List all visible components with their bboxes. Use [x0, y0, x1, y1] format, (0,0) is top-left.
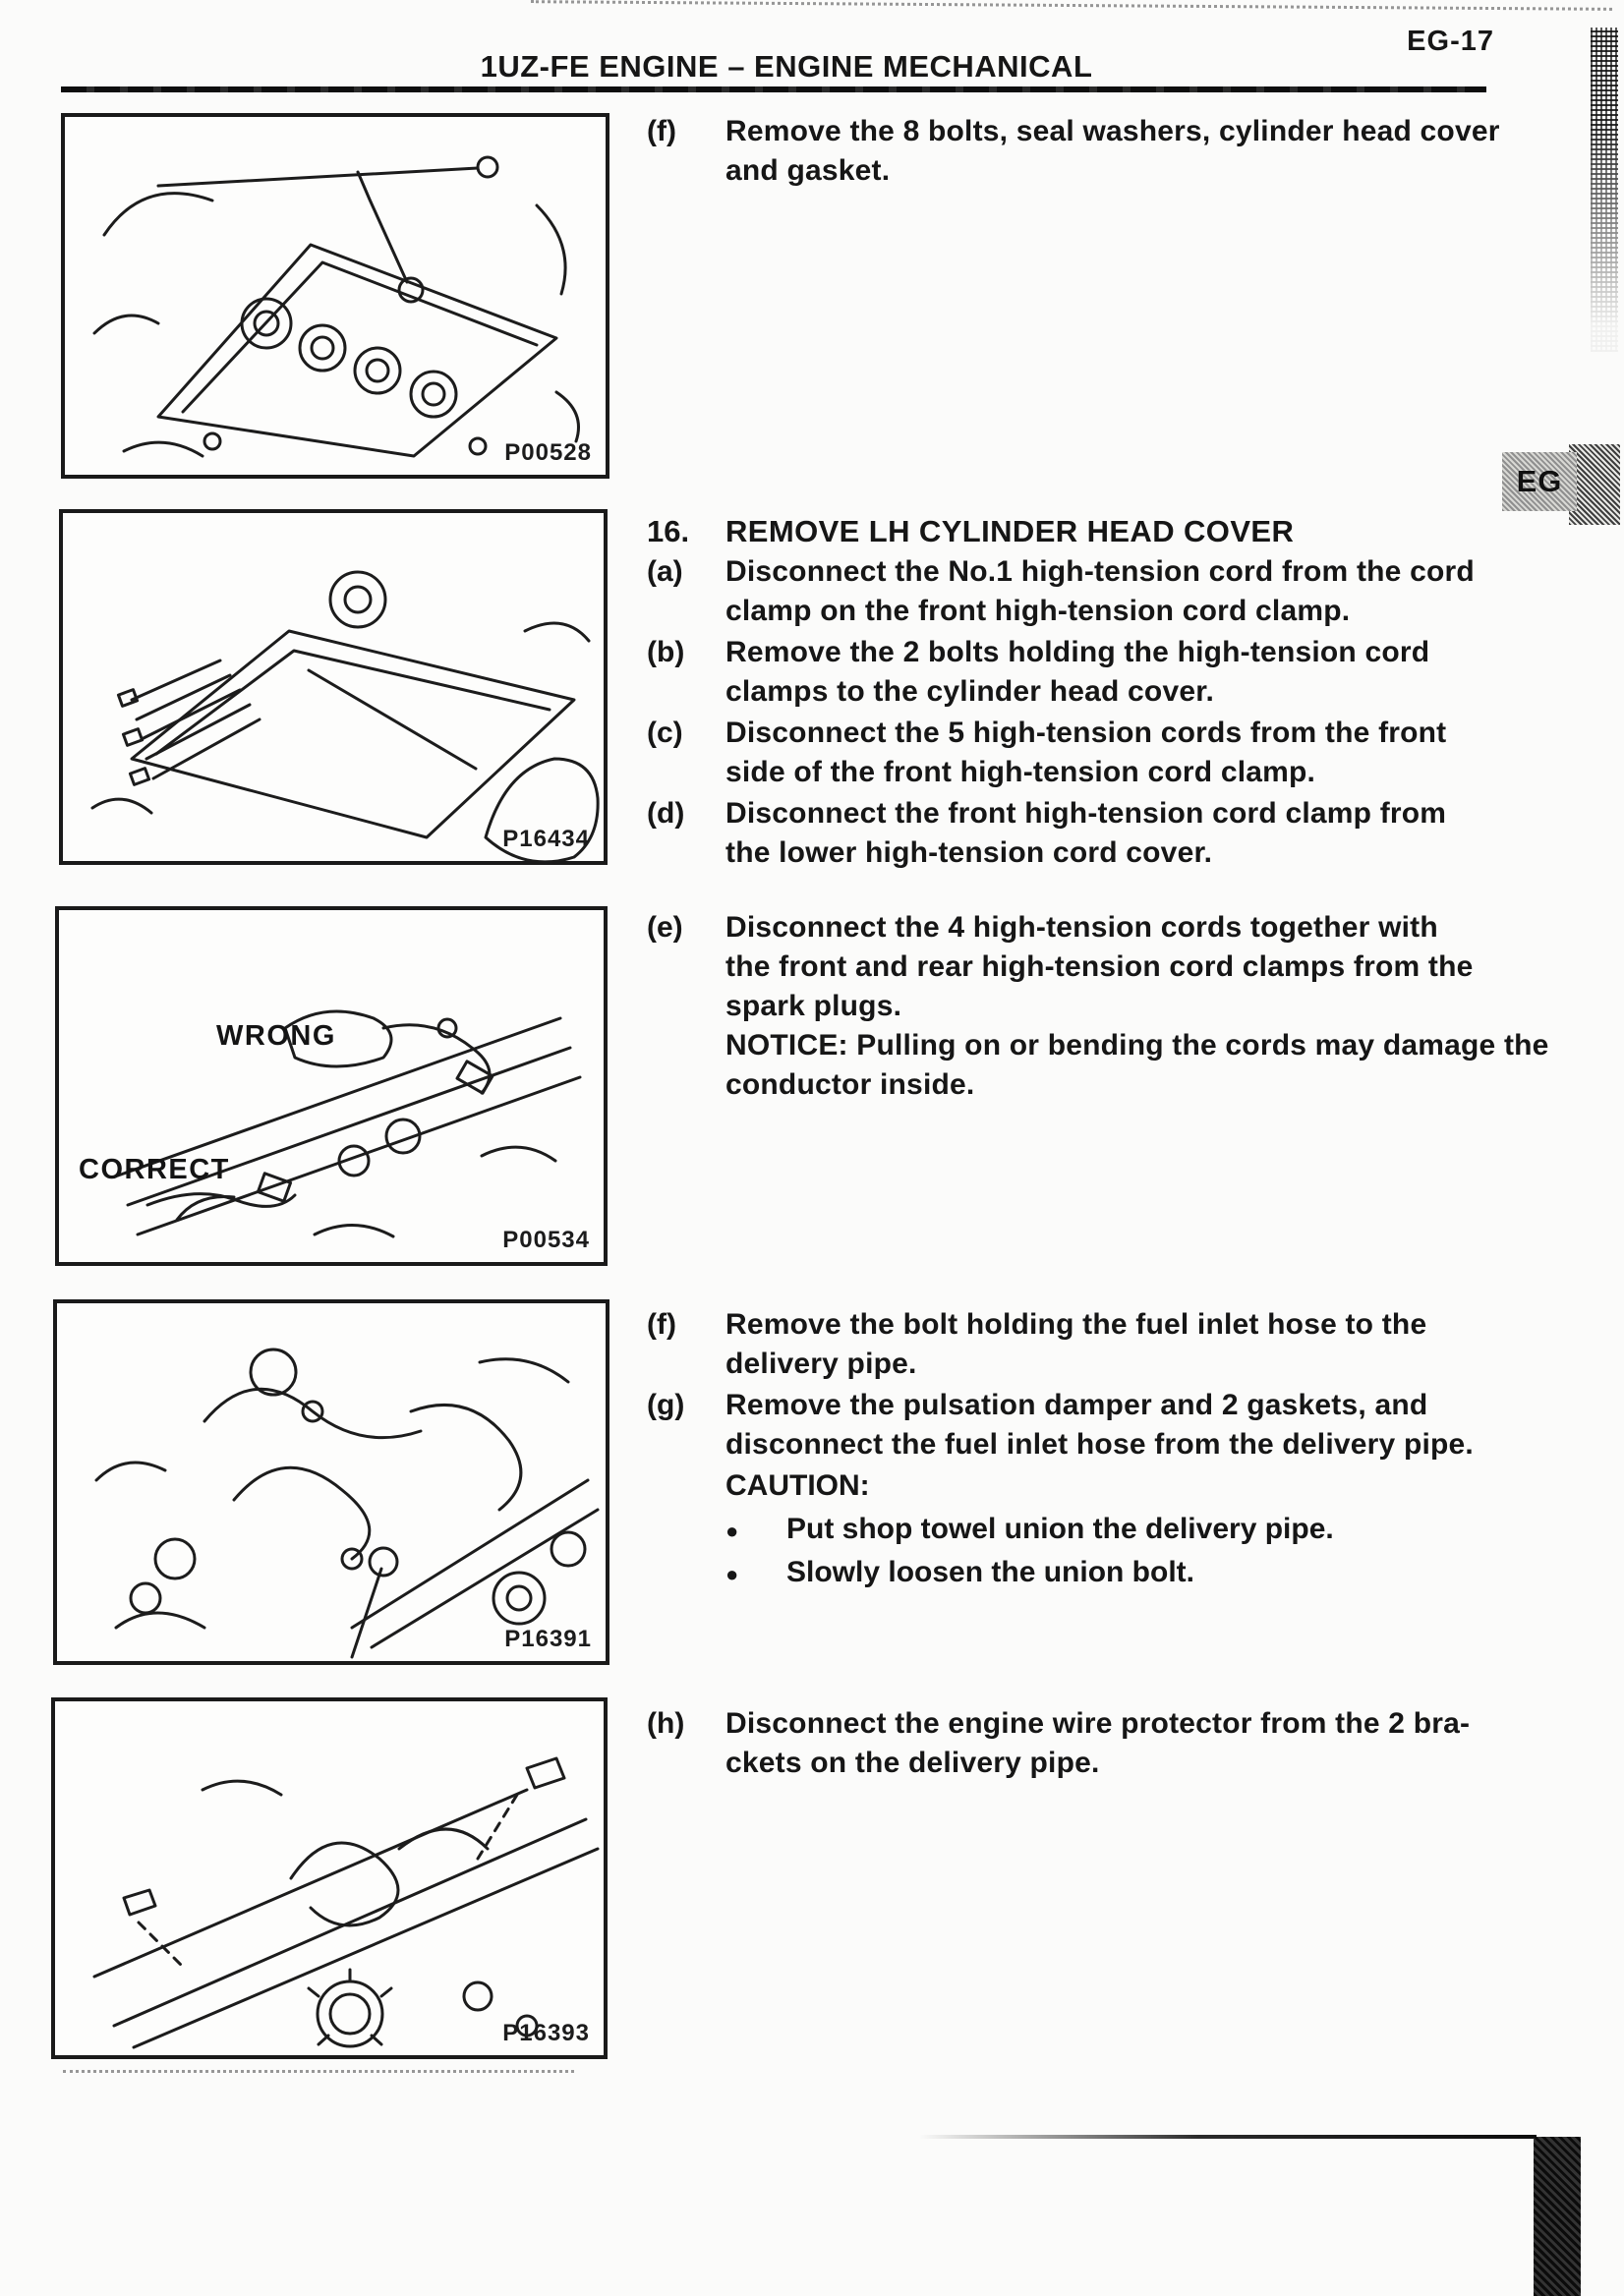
page-title: 1UZ-FE ENGINE – ENGINE MECHANICAL: [480, 49, 1093, 84]
annotation-wrong: WRONG: [216, 1020, 336, 1052]
step-line: delivery pipe.: [725, 1348, 917, 1380]
section-16-heading: [647, 511, 1294, 552]
step-line: clamps to the cylinder head cover.: [725, 675, 1214, 708]
figure-code: P16391: [504, 1626, 592, 1652]
header-rule: [61, 86, 1486, 92]
step-label: (c): [647, 717, 683, 749]
step-line: Remove the 8 bolts, seal washers, cylinder head cover: [725, 115, 1500, 147]
step-label: (h): [647, 1707, 685, 1740]
engine-illustration-fuel-inlet-hose: [57, 1303, 606, 1661]
step-label: (f): [647, 115, 676, 147]
engine-illustration-high-tension-cords: [63, 513, 604, 861]
annotation-correct: CORRECT: [79, 1154, 230, 1185]
scan-noise-top-dots: [531, 0, 1612, 11]
notice-line: NOTICE: Pulling on or bending the cords may damage the: [725, 1029, 1549, 1062]
figure-code: P00528: [504, 439, 592, 466]
figure-frame-3: [55, 906, 608, 1266]
step-line: Disconnect the engine wire protector from the 2 bra-: [725, 1707, 1471, 1740]
step-line: Remove the pulsation damper and 2 gaskets, and: [725, 1389, 1428, 1421]
step-line: Disconnect the 4 high-tension cords together with: [725, 911, 1438, 944]
engine-illustration-wire-protector: [55, 1701, 604, 2055]
figure-code: P16434: [502, 826, 590, 852]
step-line: clamp on the front high-tension cord clamp.: [725, 595, 1351, 627]
step-line: spark plugs.: [725, 990, 902, 1022]
caution-text: Put shop towel union the delivery pipe.: [786, 1513, 1334, 1545]
step-label: (f): [647, 1308, 676, 1341]
step-line: Remove the 2 bolts holding the high-tension cord: [725, 636, 1430, 668]
caution-item: [725, 1510, 1334, 1549]
step-line: ckets on the delivery pipe.: [725, 1747, 1100, 1779]
scan-noise-edge-strip: [1591, 28, 1618, 352]
figure-frame-4: [53, 1299, 609, 1665]
caution-item: [725, 1553, 1194, 1592]
step-line: Disconnect the No.1 high-tension cord from the cord: [725, 555, 1475, 588]
step-label: (d): [647, 797, 685, 830]
step-line: Disconnect the 5 high-tension cords from the front: [725, 717, 1447, 749]
figure-code: P00534: [502, 1227, 590, 1253]
engine-illustration-cord-removal-technique: [59, 910, 604, 1262]
engine-illustration-cylinder-head-cover: [65, 117, 606, 475]
step-label: (g): [647, 1389, 685, 1421]
step-line: Remove the bolt holding the fuel inlet hose to the: [725, 1308, 1427, 1341]
figure-frame-2: [59, 509, 608, 865]
step-d: [647, 794, 1446, 873]
bullet-icon: ●: [725, 1562, 739, 1586]
section-tab-eg: [1502, 452, 1577, 511]
step-line: and gasket.: [725, 154, 891, 187]
scan-noise-bottom-dots: [63, 2070, 574, 2073]
step-line: the front and rear high-tension cord clamps from the: [725, 950, 1474, 983]
figure-frame-5: [51, 1697, 608, 2059]
step-c: [647, 714, 1446, 792]
step-h: [647, 1704, 1470, 1783]
step-label: (b): [647, 636, 685, 668]
step-line: the lower high-tension cord cover.: [725, 836, 1213, 869]
bullet-icon: ●: [725, 1519, 739, 1543]
section-number: 16.: [647, 514, 690, 548]
step-line: Disconnect the front high-tension cord clamp from: [725, 797, 1447, 830]
step-label: (e): [647, 911, 683, 944]
step-a: [647, 552, 1475, 631]
step-label: (a): [647, 555, 683, 588]
section-title: REMOVE LH CYLINDER HEAD COVER: [725, 514, 1295, 548]
section-tab-label: EG: [1516, 464, 1563, 498]
notice-line: conductor inside.: [725, 1068, 975, 1101]
step-line: side of the front high-tension cord clamp.: [725, 756, 1316, 788]
step-g: [647, 1386, 1474, 1464]
scan-noise-corner-bar: [1534, 2137, 1581, 2296]
caution-heading: CAUTION:: [725, 1469, 870, 1502]
notice-block: [647, 1026, 1549, 1105]
scan-noise-bottom-line: [919, 2135, 1537, 2139]
step-f-remove-bolts: [647, 112, 1500, 191]
step-line: disconnect the fuel inlet hose from the delivery pipe.: [725, 1428, 1474, 1461]
page-number: EG-17: [1407, 26, 1494, 57]
figure-code: P16393: [502, 2020, 590, 2046]
step-f2: [647, 1305, 1426, 1384]
caution-text: Slowly loosen the union bolt.: [786, 1556, 1194, 1588]
figure-frame-1: [61, 113, 609, 479]
step-e: [647, 908, 1473, 1026]
step-b: [647, 633, 1429, 712]
